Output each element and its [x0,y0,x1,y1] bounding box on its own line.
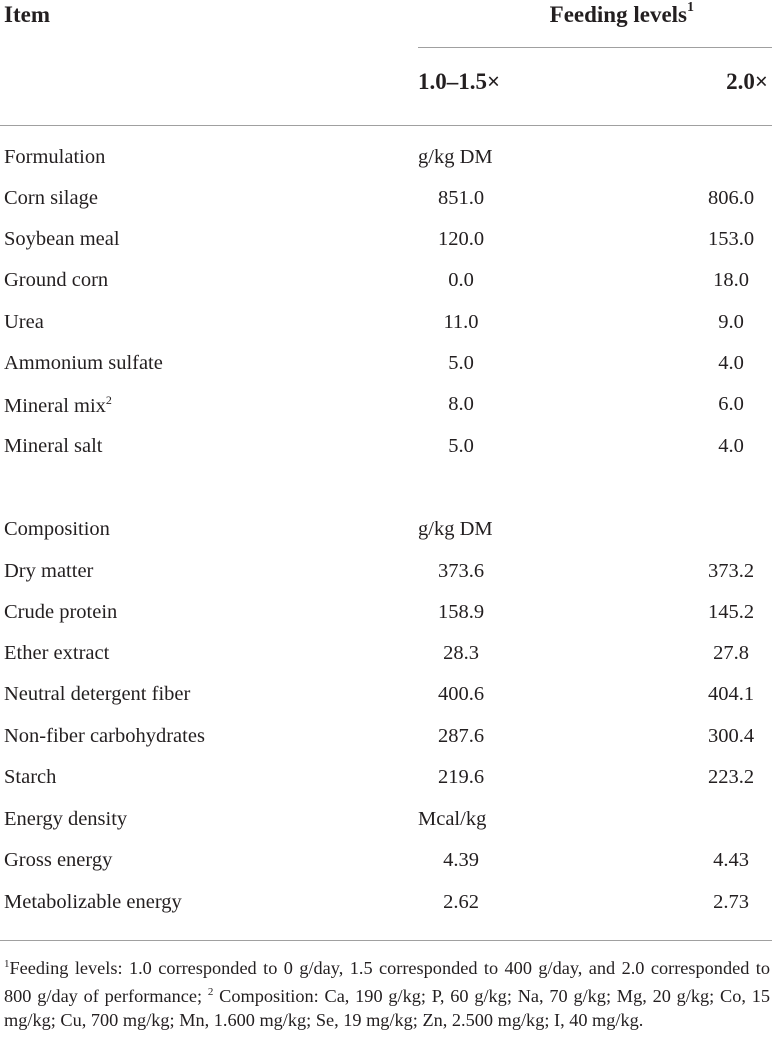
section-label: Composition [4,518,110,540]
section-unit: g/kg DM [418,146,493,168]
row-footnote-marker: 2 [105,393,112,407]
value-level-2: 153.0 [707,228,755,250]
table-row [0,269,772,310]
value-level-1: 120.0 [437,228,485,250]
table-row [0,560,772,601]
value-level-2: 9.0 [718,311,744,333]
value-level-1: 5.0 [448,435,474,457]
value-level-1: 400.6 [437,683,485,705]
row-label-text: Mineral mix [4,394,106,417]
row-label: Crude protein [4,601,118,623]
section-row-formulation [0,146,772,187]
value-level-2: 223.2 [707,766,755,788]
row-label: Gross energy [4,849,113,871]
value-level-1: 4.39 [443,849,479,871]
section-label: Formulation [4,146,106,168]
table-row [0,435,772,476]
value-level-1: 2.62 [443,891,479,913]
value-level-2: 2.73 [713,891,749,913]
value-level-1: 373.6 [437,560,485,582]
row-label: Non-fiber carbohydrates [4,725,205,747]
item-column-header: Item [4,2,50,27]
value-level-2: 145.2 [707,601,755,623]
table-row [0,393,772,434]
feeding-levels-footnote-marker: 1 [687,0,694,16]
feeding-levels-header [550,2,694,28]
row-label: Corn silage [4,187,98,209]
row-label: Starch [4,766,57,788]
table-row [0,601,772,642]
column-header-level-1: 1.0–1.5× [418,69,501,94]
value-level-1: 11.0 [443,311,479,333]
value-level-2: 373.2 [707,560,755,582]
table-row [0,228,772,269]
row-label: Ammonium sulfate [4,352,163,374]
value-level-2: 4.0 [718,352,744,374]
value-level-2: 27.8 [713,642,749,664]
table-row [0,187,772,228]
section-row-energy-density [0,808,772,849]
value-level-1: 28.3 [443,642,479,664]
row-label: Ground corn [4,269,109,291]
table-bottom-rule [0,940,772,941]
feeding-levels-label: Feeding levels [549,2,687,27]
row-label: Ether extract [4,642,110,664]
value-level-2: 806.0 [707,187,755,209]
value-level-1: 851.0 [437,187,485,209]
table-row [0,352,772,393]
row-label: Urea [4,311,44,333]
table-row [0,725,772,766]
header-divider [418,47,772,48]
table-row [0,849,772,890]
row-label: Soybean meal [4,228,120,250]
value-level-2: 6.0 [718,393,744,415]
value-level-1: 158.9 [437,601,485,623]
row-label: Mineral salt [4,435,103,457]
section-label: Energy density [4,808,128,830]
row-label [4,393,112,418]
table-row [0,891,772,932]
value-level-1: 8.0 [448,393,474,415]
value-level-2: 4.0 [718,435,744,457]
value-level-1: 5.0 [448,352,474,374]
footnote-marker-1: 1 [4,958,10,970]
column-header-level-2: 2.0× [726,69,768,94]
value-level-1: 0.0 [448,269,474,291]
table-row [0,642,772,683]
footnote-text-1: Feeding levels: 1.0 corresponded to 0 g/day, 1.5 corresponded to 400 g/day, and 2.0 corresponded to 800 g/day of performance; [4,958,770,1007]
section-row-composition [0,518,772,559]
table-row [0,311,772,352]
section-unit: Mcal/kg [418,808,487,830]
footnote-marker-2: 2 [207,986,214,999]
value-level-2: 300.4 [707,725,755,747]
value-level-2: 404.1 [707,683,755,705]
row-label: Neutral detergent fiber [4,683,191,705]
table-footnote [4,952,770,1032]
table-row [0,683,772,724]
value-level-2: 18.0 [713,269,749,291]
section-unit: g/kg DM [418,518,493,540]
table-row [0,766,772,807]
row-label: Metabolizable energy [4,891,182,913]
value-level-1: 219.6 [437,766,485,788]
value-level-2: 4.43 [713,849,749,871]
table-top-rule [0,125,772,126]
value-level-1: 287.6 [437,725,485,747]
footnote-text-2: Composition: Ca, 190 g/kg; P, 60 g/kg; Na, 70 g/kg; Mg, 20 g/kg; Co, 15 mg/kg; Cu, 700 mg/kg; Mn, 1.600 mg/kg; Se, 19 mg/kg; Zn, 2.500 mg/kg; I, 40 mg/kg. [4,986,770,1031]
row-label: Dry matter [4,560,94,582]
